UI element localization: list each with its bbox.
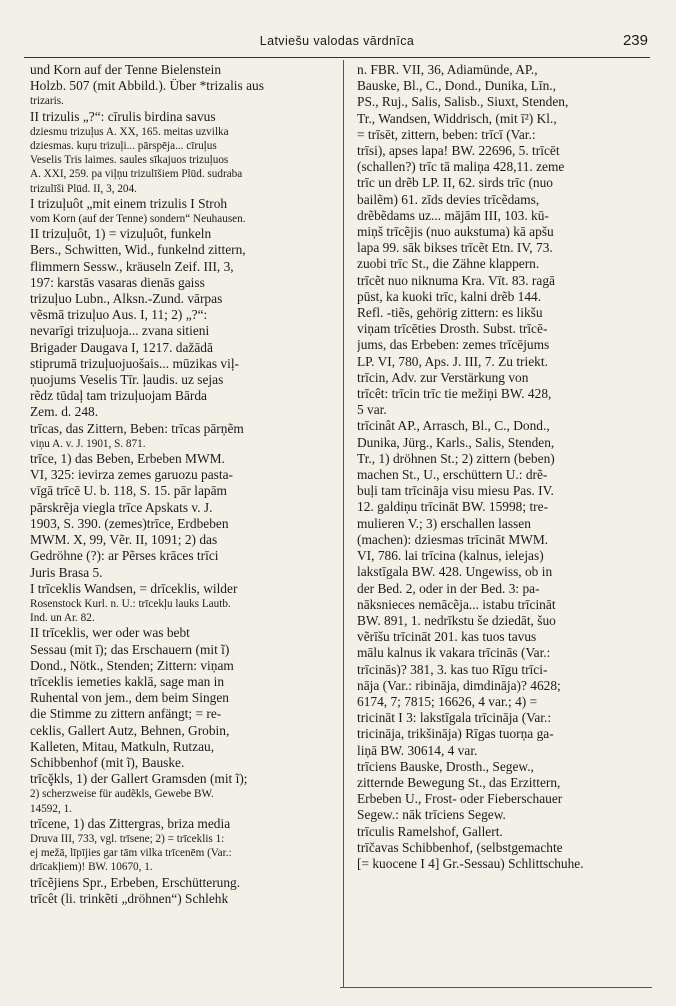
text-line: Ruhental von jem., dem beim Singen (30, 690, 229, 706)
text-line: n. FBR. VII, 36, Adiamünde, AP., (357, 62, 538, 77)
text-line: trīcêt: trīcin trīc tie mežiņi BW. 428, (357, 386, 552, 402)
text-line: ņuojums Veselis Tīr. ļaudis. uz sejas (30, 372, 224, 388)
text-line: zitternde Bewegung St., das Erzittern, (357, 774, 561, 790)
text-line: PS., Ruj., Salis, Salisb., Siuxt, Stenden, (357, 94, 569, 110)
left-column (30, 62, 333, 907)
text-line: mālu kalnus ik vakara trīcinās (Var.: (357, 645, 551, 661)
text-line: flimmern Sessw., kräuseln Zeif. III, 3, (30, 258, 234, 274)
text-line: Tr., 1) dröhnen St.; 2) zittern (beben) (357, 450, 555, 466)
text-line: dziesmas. kuŗu trizuļi... pārspēja... cīruļus (30, 140, 217, 153)
text-line: pārskrẽja viegla trīce Apskats v. J. (30, 499, 213, 515)
text-line: trīcene, 1) das Zittergras, briza media (30, 815, 231, 831)
text-line: trizulīši Plūd. II, 3, 204. (30, 182, 137, 195)
text-line: tricināt I 3: lakstīgala trīcināja (Var.: (357, 710, 552, 726)
text-line: nāja (Var.: ribināja, dimdināja)? 4628; (357, 677, 561, 693)
text-line: (machen): dziesmas trīcināt MWM. (357, 531, 549, 547)
text-line: die Stimme zu zittern anfängt; = re- (30, 706, 222, 722)
text-line: Erbeben U., Frost- oder Fieberschauer (357, 791, 563, 807)
text-line: Veselis Tris laimes. saules sīkajuos trizuļuos (30, 154, 229, 167)
text-line: vom Korn (auf der Tenne) sondern“ Neuhausen. (30, 213, 246, 226)
text-line: trīcẽt nuo niknuma Kra. Vīt. 83. ragā (357, 272, 555, 288)
text-line: trīčavas Schibbenhof, (selbstgemachte (357, 839, 563, 855)
text-line: trīciens Bauske, Drosth., Segew., (357, 758, 534, 774)
text-line: rẽdz tūdaļ tam trizuļuojam Bārda (30, 388, 207, 404)
text-line: Ind. un Ar. 82. (30, 612, 95, 625)
text-line: und Korn auf der Tenne Bielenstein (30, 62, 222, 77)
text-line: Schibbenhof (mit ĩ), Bauske. (30, 754, 185, 770)
text-line: nevarīgi trizuļuoja... zvana sitieni (30, 323, 210, 339)
text-line: vẽsmā trizuļuo Aus. I, 11; 2) „?“: (30, 307, 208, 323)
text-line: II trīceklis, wer oder was bebt (30, 625, 190, 641)
text-line: Juris Brasa 5. (30, 564, 103, 580)
running-title: Latviešu valodas vārdnīca (259, 34, 415, 48)
text-line: vīgā trīcē U. b. 118, S. 15. pār lapām (30, 483, 227, 499)
text-line: 197: karstās vasaras dienās gaiss (30, 274, 205, 290)
text-line: stiprumā trizuļuojuošais... mūzikas viļ- (30, 355, 240, 371)
text-line: (schallen?) trīc tā maliņa 428,11. zeme (357, 159, 565, 175)
text-line: trīcẽjiens Spr., Erbeben, Erschütterung. (30, 874, 241, 890)
text-line: drẽbẽdams uz... mājām III, 103. kū- (357, 207, 549, 223)
text-line: trīculis Ramelshof, Gallert. (357, 823, 503, 839)
text-line: jums, das Erbeben: zemes trīcējums (357, 337, 550, 353)
text-line: LP. VI, 780, Aps. J. III, 7. Zu triekt. (357, 353, 548, 369)
text-line: I trizuļuôt „mit einem trizulis I Stroh (30, 195, 228, 211)
text-line: Druva III, 733, vgl. trīsene; 2) = trīceklis 1: (30, 832, 225, 845)
text-line: 1903, S. 390. (zemes)trīce, Erdbeben (30, 515, 229, 531)
text-line: Dunika, Jürg., Karls., Salis, Stenden, (357, 434, 555, 450)
text-line: viņu A. v. J. 1901, S. 871. (30, 437, 146, 450)
text-line: trīceklis iemeties kaklā, sage man in (30, 673, 225, 689)
text-line: trīce, 1) das Beben, Erbeben MWM. (30, 451, 225, 467)
text-line: tricināja, trikšināja) Rīgas tuorņa ga- (357, 726, 554, 742)
text-line: nāksnieces nemācẽja... istabu trīcināt (357, 596, 556, 612)
text-line: pūst, ka kuoki trīc, kalni drẽb 144. (357, 288, 542, 304)
text-line: 5 var. (357, 402, 387, 418)
column-divider (343, 60, 344, 988)
text-line: vẽrīšu trīcināt 201. kas tuos tavus (357, 629, 537, 645)
text-line: 12. galdiņu trīcināt BW. 15998; tre- (357, 499, 549, 515)
text-line: = trīsēt, zittern, beben: trīcī (Var.: (357, 126, 536, 142)
text-line: Bauske, Bl., C., Dond., Dunika, Līn., (357, 78, 556, 94)
text-line: Kalleten, Mitau, Matkuln, Rutzau, (30, 738, 215, 754)
text-line: bailẽm) 61. zīds devies trīcẽdams, (357, 191, 540, 207)
text-line: trīcinât AP., Arrasch, Bl., C., Dond., (357, 418, 550, 434)
text-line: MWM. X, 99, Vẽr. II, 1091; 2) das (30, 532, 218, 548)
text-line: Tr., Wandsen, Widdrisch, (mit ī²) Kl., (357, 110, 557, 126)
text-line: Bers., Schwitten, Wid., funkelnd zittern, (30, 242, 246, 258)
text-line: trīc un drẽb LP. II, 62. sirds trīc (nuo (357, 175, 553, 191)
text-line: Zem. d. 248. (30, 404, 99, 420)
text-line: trizaris. (30, 95, 64, 108)
text-line: trīcas, das Zittern, Beben: trīcas pārņẽm (30, 420, 244, 436)
text-line: Rosenstock Kurl. n. U.: trīcekļu lauks Lautb. (30, 597, 231, 610)
text-line: mulieren V.; 3) erschallen lassen (357, 515, 531, 531)
text-line: Gedröhne (?): ar Pẽrses krāces trīci (30, 548, 219, 564)
text-line: [= kuocene I 4] Gr.-Sessau) Schlittschuhe. (357, 855, 584, 871)
text-line: 14592, 1. (30, 802, 72, 815)
text-line: buļi tam trīcināja visu miesu Pas. IV. (357, 483, 554, 499)
text-line: ceklis, Gallert Autz, Behnen, Grobin, (30, 722, 230, 738)
text-line: machen St., U., erschüttern U.: drẽ- (357, 467, 548, 483)
text-line: Dond., Nötk., Stenden; Zittern: viņam (30, 657, 234, 673)
text-line: BW. 891, 1. nedrīkstu še dziedāt, šuo (357, 612, 556, 628)
page-number: 239 (622, 32, 648, 49)
text-line: VI, 325: ievirza zemes garuozu pasta- (30, 467, 234, 483)
text-line: Brigader Daugava I, 1217. dažādā (30, 339, 213, 355)
right-column (357, 62, 651, 872)
text-line: II trizuļuôt, 1) = vizuļuôt, funkeln (30, 226, 212, 242)
text-line: trīcḝkls, 1) der Gallert Gramsden (mit ĩ); (30, 771, 248, 787)
text-line: der Bed. 2, oder in der Bed. 3: pa- (357, 580, 540, 596)
text-line: Segew.: nāk trīciens Segew. (357, 807, 506, 823)
bottom-rule (340, 987, 652, 988)
text-line: Refl. -tiẽs, gehörig zittern: es likšu (357, 305, 543, 321)
text-line: zuobi trīc St., die Zähne klappern. (357, 256, 540, 272)
text-line: trīcêt (li. trinkẽti „dröhnen“) Schlehk (30, 890, 229, 906)
text-line: VI, 786. lai trīcina (kalnus, ielejas) (357, 548, 544, 564)
text-line: Holzb. 507 (mit Abbild.). Über *trizalis aus (30, 78, 264, 94)
text-line: lapa 99. sāk bikses trīcẽt Etn. IV, 73. (357, 240, 553, 256)
text-line: I trīceklis Wandsen, = drīceklis, wilder (30, 580, 238, 596)
text-line: trīcinās)? 381, 3. kas tuo Rīgu trīci- (357, 661, 548, 677)
text-line: 2) scherzweise für audẽkls, Gewebe BW. (30, 788, 214, 801)
page-header (24, 30, 650, 54)
text-line: drīcakļiem)! BW. 10670, 1. (30, 861, 153, 874)
text-line: trīcin, Adv. zur Verstärkung von (357, 369, 529, 385)
text-line: ej mežā, līpījies gar tām vilka trīcenēm (Var.: (30, 847, 232, 860)
header-rule (24, 57, 650, 58)
text-line: A. XXI, 259. pa viļņu trizulīšiem Plūd. sudraba (30, 168, 243, 181)
text-line: trīsi), apses lapa! BW. 22696, 5. trīcēt (357, 143, 560, 159)
text-line: viņam trīcēties Drosth. Subst. trīcē- (357, 321, 548, 337)
text-line: Sessau (mit ī); das Erschauern (mit ĩ) (30, 641, 230, 657)
text-line: dziesmu trizuļus A. XX, 165. meitas uzvilka (30, 125, 229, 138)
text-line: lakstīgala BW. 428. Ungewiss, ob in (357, 564, 553, 580)
text-line: miņš trīcẽjis (nuo aukstuma) kā apšu (357, 224, 554, 240)
text-line: II trizulis „?“: cīrulis birdina savus (30, 108, 216, 124)
text-line: liņā BW. 30614, 4 var. (357, 742, 478, 758)
text-line: trizuļuo Lubn., Alksn.-Zund. vārpas (30, 291, 223, 307)
text-line: 6174, 7; 7815; 16626, 4 var.; 4) = (357, 693, 538, 709)
